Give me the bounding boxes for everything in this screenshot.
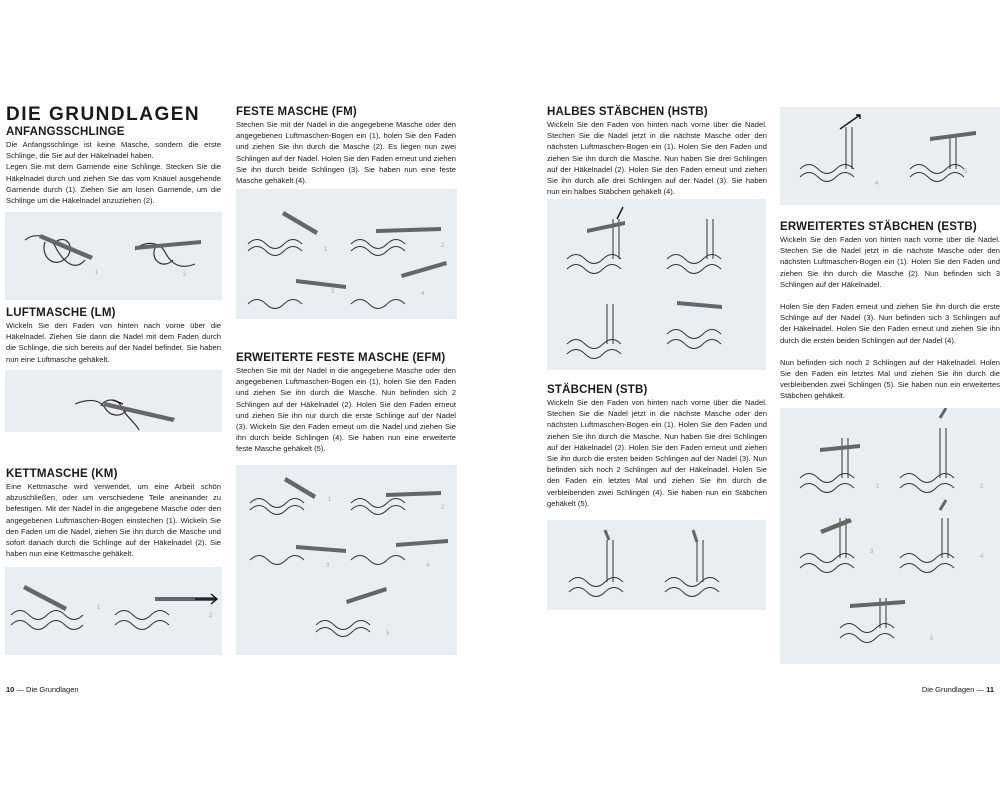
figure-label: 5 xyxy=(930,636,934,642)
paragraph: Eine Kettmasche wird verwendet, um eine Arbeit schön abzuschließen, oder um verschiedene Teile aneinander zu befestigen. Mit der Nadel in die angegebene Masche oder den angegebenen Luftmaschen-Bogen einstechen (1). Wickeln Sie den Faden um die Nadel, ziehen Sie ihn durch die Masche und sofort danach durch die Schlinge auf der Häkelnadel (2). Sie haben nun eine Kettmasche gehäkelt. xyxy=(6,482,221,559)
double-crochet-steps-illustration xyxy=(780,107,1000,205)
footer-text: Die Grundlagen — xyxy=(921,685,984,694)
section-heading: KETTMASCHE (KM) xyxy=(6,468,118,480)
figure-label: 2 xyxy=(209,613,213,619)
paragraph: Die Anfangsschlinge ist keine Masche, sondern die erste Schlinge, die Sie auf der Häkelnadel haben. xyxy=(6,140,221,161)
section-luftmasche xyxy=(6,307,221,365)
figure-label: 1 xyxy=(324,247,328,253)
section-heading: ANFANGSSCHLINGE xyxy=(6,126,125,138)
figure-label: 4 xyxy=(421,291,425,297)
figure-label: 3 xyxy=(870,549,874,555)
page-number: 11 xyxy=(986,685,994,694)
section-erweiterte-feste-masche xyxy=(236,352,456,455)
section-kettmasche xyxy=(6,468,221,559)
figure-label: 2 xyxy=(441,243,445,249)
paragraph: Stechen Sie mit der Nadel in die angegebene Masche oder den angegebenen Luftmaschen-Bogen ein (1), holen Sie den Faden und ziehen Sie ihn durch die Masche (2). Es liegen nun zwei Schlingen auf der Nadel. Holen Sie den Faden erneut und ziehen Sie ihn durch beide Schlingen (3). Sie haben nun eine feste Masche gehäkelt (4). xyxy=(236,120,456,186)
figure-label: 1 xyxy=(328,497,332,503)
figure-label: 4 xyxy=(980,554,984,560)
section-heading: ERWEITERTES STÄBCHEN (ESTB) xyxy=(780,221,977,233)
figure-label: 1 xyxy=(876,484,880,490)
section-heading: HALBES STÄBCHEN (HSTB) xyxy=(547,106,708,118)
slip-stitch-illustration xyxy=(5,567,222,655)
figure-label: 1 xyxy=(95,270,99,276)
paragraph: Legen Sie mit dem Garnende eine Schlinge. Stecken Sie die Häkelnadel durch und ziehen Sie das vom Knäuel ausgehende Garnende durch (1). Ziehen Sie am losen Garnende, um die Schlinge um die Häkelnadel anzuziehen (2). xyxy=(6,162,221,206)
figure-label: 3 xyxy=(331,289,335,295)
chain-stitch-illustration xyxy=(5,370,222,432)
paragraph: Wickeln Sie den Faden von hinten nach vorne über die Nadel. Stechen Sie die Nadel jetzt in die nächste Masche oder den nächsten Luftmaschen-Bogen ein (1). Holen Sie den Faden und ziehen Sie ihn durch die Masche (2). Nun befinden sich 3 Schlingen auf der Häkelnadel. xyxy=(780,235,1000,289)
paragraph: Stechen Sie mit der Nadel in die angegebene Masche oder den angegebenen Luftmaschen-Bogen ein (1), holen Sie den Faden und ziehen Sie ihn durch die Masche. Nun befinden sich 2 Schlingen auf der Häkelnadel (2). Holen Sie den Faden erneut und ziehen Sie ihn nur durch die erste Schlinge auf der Nadel (3). Wickeln Sie den Faden erneut um die Nadel und ziehen Sie ihn durch beide Schlingen (4). Sie haben nun eine erweiterte feste Masche gehäkelt (5). xyxy=(236,366,456,454)
figure-label: 3 xyxy=(326,563,330,569)
section-heading: ERWEITERTE FESTE MASCHE (EFM) xyxy=(236,352,446,364)
figure-staebchen xyxy=(547,520,766,610)
figure-label: 1 xyxy=(97,605,101,611)
section-feste-masche xyxy=(236,106,456,186)
section-heading: LUFTMASCHE (LM) xyxy=(6,307,116,319)
footer-right xyxy=(922,685,994,694)
figure-label: 4 xyxy=(875,181,879,187)
figure-feste-masche xyxy=(236,189,457,319)
figure-label: 2 xyxy=(441,505,445,511)
half-double-crochet-illustration xyxy=(547,199,766,370)
figure-label: 2 xyxy=(980,484,984,490)
section-halbes-staebchen xyxy=(547,106,767,197)
footer-text: — Die Grundlagen xyxy=(16,685,79,694)
double-crochet-illustration xyxy=(547,520,766,610)
section-anfangsschlinge xyxy=(6,126,221,206)
extended-double-crochet-illustration xyxy=(780,408,1000,664)
extended-single-crochet-illustration xyxy=(236,465,457,655)
section-erweitertes-staebchen xyxy=(780,221,1000,402)
figure-label: 4 xyxy=(426,563,430,569)
figure-erweiterte-feste-masche xyxy=(236,465,457,655)
section-heading: FESTE MASCHE (FM) xyxy=(236,106,357,118)
figure-luftmasche xyxy=(5,370,222,432)
figure-label: 5 xyxy=(964,169,968,175)
figure-halbes-staebchen xyxy=(547,199,766,370)
figure-staebchen-top xyxy=(780,107,1000,205)
figure-erweitertes-staebchen xyxy=(780,408,1000,664)
single-crochet-illustration xyxy=(236,189,457,319)
figure-label: 2 xyxy=(183,272,187,278)
slip-knot-illustration xyxy=(5,212,222,300)
paragraph: Wickeln Sie den Faden von hinten nach vorne über die Häkelnadel. Ziehen Sie dann die Nadel mit dem Faden durch die Schlinge, die sich bereits auf der Nadel befindet. Sie haben nun eine Luftmasche gehäkelt. xyxy=(6,321,221,364)
figure-anfangsschlinge xyxy=(5,212,222,300)
figure-label: 5 xyxy=(386,631,390,637)
figure-kettmasche xyxy=(5,567,222,655)
paragraph: Nun befinden sich noch 2 Schlingen auf der Häkelnadel. Holen Sie den Faden ein letztes Mal und ziehen Sie ihn durch die verbleibenden zwei Schlingen (5). Sie haben nun ein erweitertes Stäbchen gehäkelt. xyxy=(780,357,1000,401)
page-title: DIE GRUNDLAGEN xyxy=(6,104,201,125)
paragraph: Holen Sie den Faden erneut und ziehen Sie ihn durch die erste Schlinge auf der Nadel (3). Nun befinden sich 3 Schlingen auf der Häkelnadel. Holen Sie den Faden erneut und ziehen Sie ihn durch die ersten beiden Schlingen auf der Nadel (4). xyxy=(780,302,1000,345)
footer-left xyxy=(6,685,79,694)
page-number: 10 xyxy=(6,685,15,694)
paragraph: Wickeln Sie den Faden von hinten nach vorne über die Nadel. Stechen Sie die Nadel jetzt in die nächste Masche oder den nächsten Luftmaschen-Bogen ein (1). Holen Sie den Faden und ziehen Sie ihn durch die Masche. Nun haben Sie drei Schlingen auf der Häkelnadel (2). Holen Sie den Faden erneut und ziehen Sie ihn durch die ersten beiden Schlingen auf der Nadel (3). Nun befinden sich noch 2 Schlingen auf der Häkelnadel. Holen Sie den Faden ein letztes Mal und ziehen Sie ihn durch die verbleibenden zwei Schlingen (4). Sie haben nun ein Stäbchen gehäkelt (5). xyxy=(547,398,767,508)
section-heading: STÄBCHEN (STB) xyxy=(547,384,648,396)
section-staebchen xyxy=(547,384,767,509)
paragraph: Wickeln Sie den Faden von hinten nach vorne über die Nadel. Stechen Sie die Nadel jetzt in die nächste Masche oder den nächsten Luftmaschen-Bogen ein (1). Holen Sie den Faden und ziehen Sie ihn durch die Masche. Nun haben Sie drei Schlingen auf der Häkelnadel (2). Holen Sie den Faden erneut und ziehen Sie ihn durch alle drei Schlingen auf der Nadel (3). Sie haben nun ein halbes Stäbchen gehäkelt (4). xyxy=(547,120,767,197)
